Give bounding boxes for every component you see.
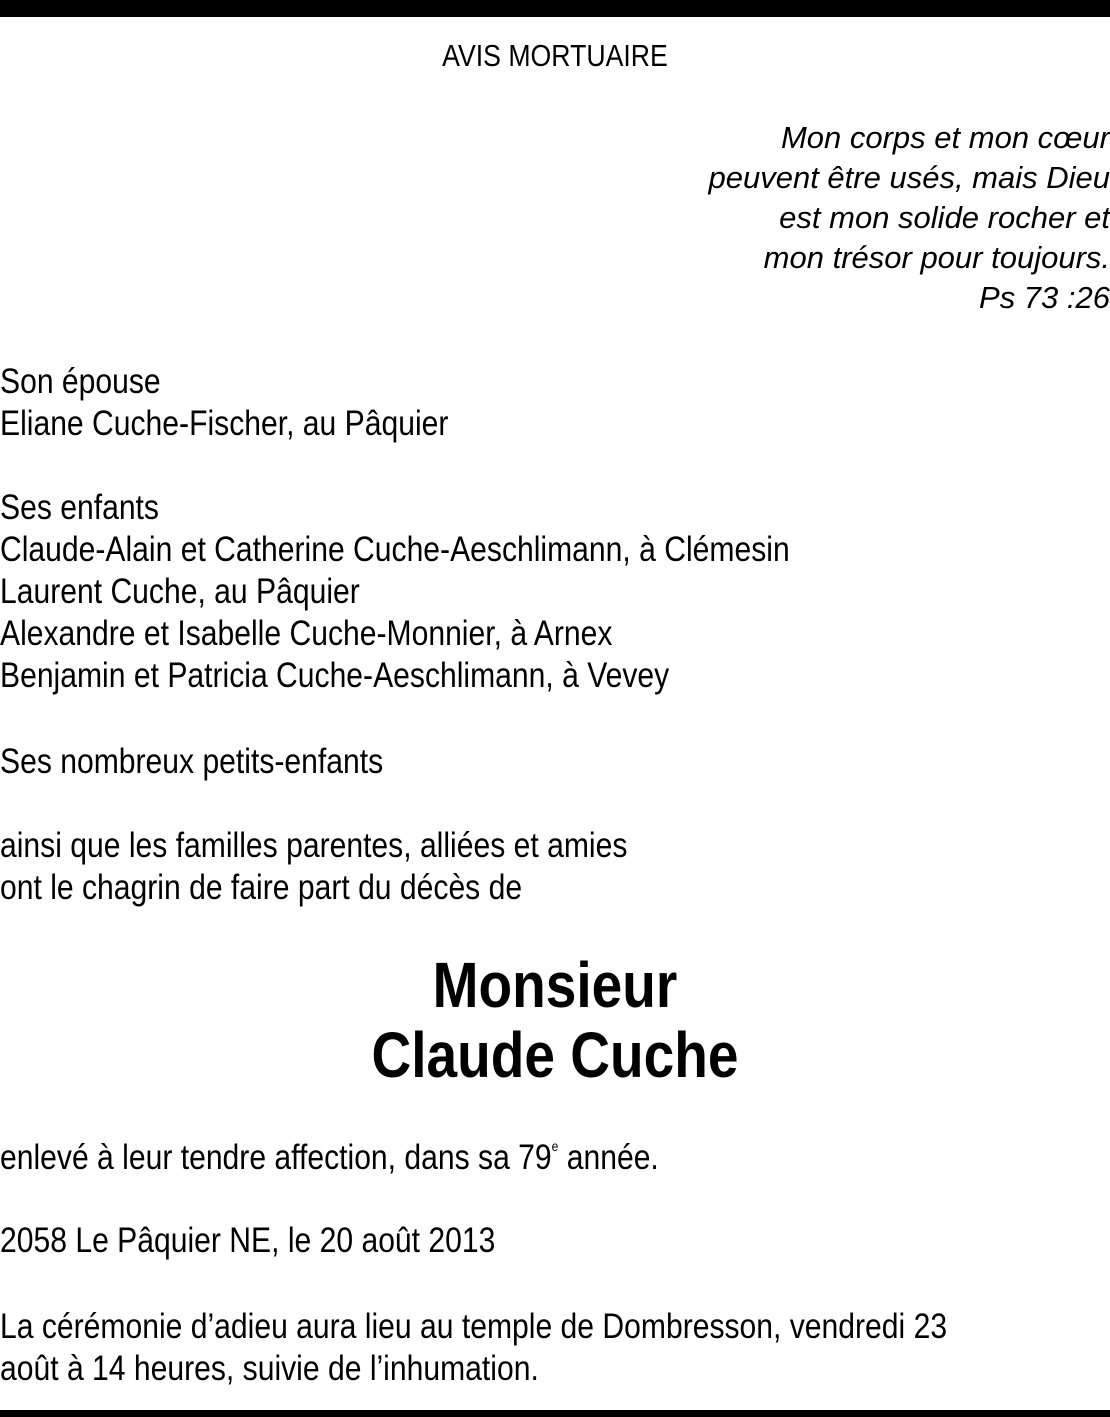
children-label: Ses enfants	[0, 488, 159, 527]
child-line: Laurent Cuche, au Pâquier	[0, 572, 360, 611]
verse-line: est mon solide rocher et	[779, 200, 1110, 235]
child-line: Benjamin et Patricia Cuche-Aeschlimann, à Vevey	[0, 656, 670, 695]
notice-heading: AVIS MORTUAIRE	[442, 38, 668, 73]
deceased-title: Monsieur	[432, 949, 678, 1021]
families-section	[0, 825, 627, 909]
grandchildren-line	[0, 741, 383, 783]
verse-line: Mon corps et mon cœur	[780, 120, 1110, 155]
spouse-section	[0, 361, 448, 445]
ceremony-line: La cérémonie d’adieu aura lieu au temple de Dombresson, vendredi 23	[0, 1307, 948, 1346]
families-line: ainsi que les familles parentes, alliées et amies	[0, 826, 628, 865]
psalm-verse	[650, 118, 1110, 318]
spouse-name: Eliane Cuche-Fischer, au Pâquier	[0, 404, 449, 443]
age-text	[0, 1137, 659, 1179]
bottom-rule	[0, 1410, 1110, 1417]
place-date-line	[0, 1220, 495, 1262]
verse-reference: Ps 73 :26	[979, 280, 1110, 315]
spouse-label: Son épouse	[0, 362, 161, 401]
ceremony-section	[0, 1306, 947, 1390]
deceased-name: Claude Cuche	[371, 1019, 739, 1091]
age-text-end: année.	[558, 1138, 659, 1177]
verse-line: peuvent être usés, mais Dieu	[708, 160, 1110, 195]
children-section	[0, 487, 790, 697]
families-line: ont le chagrin de faire part du décès de	[0, 868, 523, 907]
place-date: 2058 Le Pâquier NE, le 20 août 2013	[0, 1221, 496, 1260]
deceased-name-block	[0, 950, 1110, 1090]
ceremony-line: août à 14 heures, suivie de l’inhumation.	[0, 1349, 539, 1388]
child-line: Claude-Alain et Catherine Cuche-Aeschlimann, à Clémesin	[0, 530, 790, 569]
age-superscript: e	[551, 1138, 559, 1154]
age-line	[0, 1137, 659, 1179]
child-line: Alexandre et Isabelle Cuche-Monnier, à Arnex	[0, 614, 613, 653]
top-rule	[0, 0, 1110, 17]
age-text-start: enlevé à leur tendre affection, dans sa 79	[0, 1138, 552, 1177]
verse-line: mon trésor pour toujours.	[763, 240, 1110, 275]
grandchildren-text: Ses nombreux petits-enfants	[0, 742, 384, 781]
